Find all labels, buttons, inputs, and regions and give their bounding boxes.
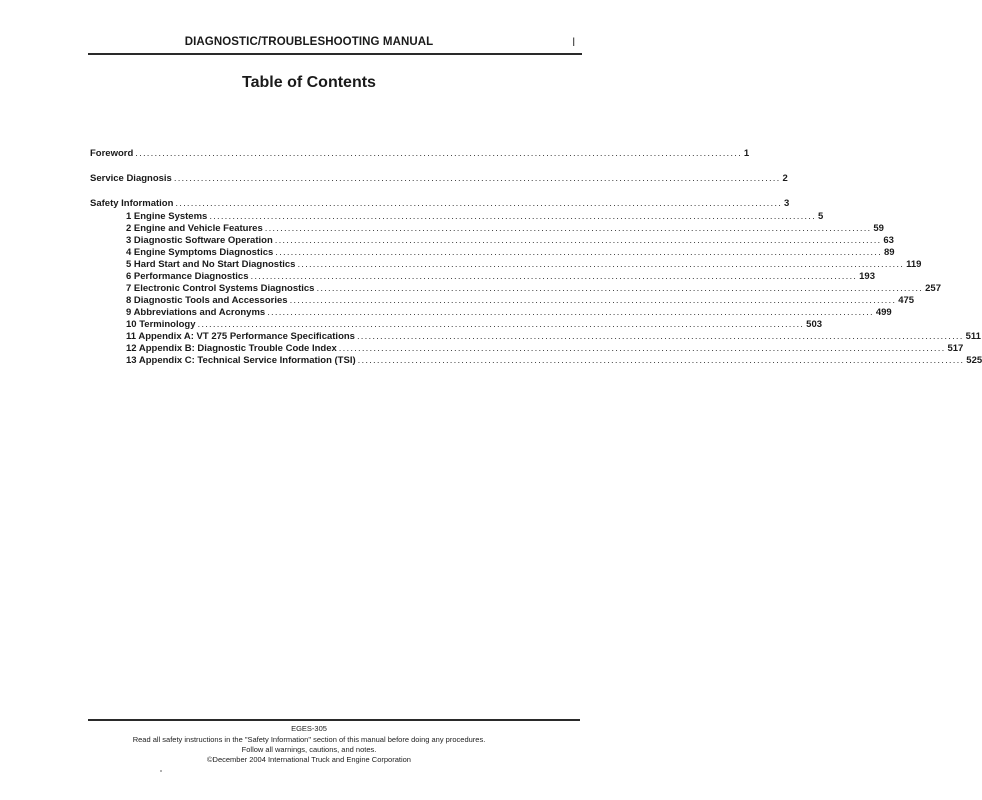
- toc-entry-label: Safety Information: [90, 198, 174, 209]
- dot-leader: ..............................................................................................................................................................: [356, 331, 964, 342]
- toc-entry-page: 89: [883, 247, 895, 258]
- toc-entry-page: 517: [947, 343, 964, 354]
- footer-divider: [88, 719, 580, 721]
- toc-entry-label: 2 Engine and Vehicle Features: [126, 223, 263, 234]
- toc-entry-label: 8 Diagnostic Tools and Accessories: [126, 295, 288, 306]
- toc-entry-page: 511: [965, 331, 981, 342]
- toc-entry-label: Service Diagnosis: [90, 173, 172, 184]
- header-divider: [88, 53, 582, 55]
- footer-copyright: ©December 2004 International Truck and Engine Corporation: [207, 755, 411, 764]
- toc-entry-label: 5 Hard Start and No Start Diagnostics: [126, 259, 296, 270]
- toc-entry-label: 6 Performance Diagnostics: [126, 271, 249, 282]
- toc-entry-label: 13 Appendix C: Technical Service Information (TSI): [126, 355, 356, 366]
- toc-entry-label: 4 Engine Symptoms Diagnostics: [126, 247, 274, 258]
- toc-entry-page: 525: [966, 355, 982, 366]
- dot-leader: ..............................................................................................................................................................: [209, 211, 816, 222]
- toc-entry-label: 9 Abbreviations and Acronyms: [126, 307, 266, 318]
- toc-entry-page: 5: [817, 211, 824, 222]
- toc-entry-page: 119: [906, 259, 922, 270]
- toc-entry-service-diagnosis: [90, 172, 788, 185]
- toc-entry-label: 7 Electronic Control Systems Diagnostics: [126, 283, 315, 294]
- dot-leader: ..............................................................................................................................................................: [357, 355, 965, 366]
- toc-entry-foreword: [90, 147, 750, 160]
- dot-leader: ..............................................................................................................................................................: [175, 198, 783, 209]
- toc-entry-page: 63: [883, 235, 894, 246]
- page-title: Table of Contents: [242, 74, 376, 91]
- toc-entry-safety-information: [90, 197, 790, 210]
- toc-entry-page: 499: [875, 307, 892, 318]
- dot-leader: ..............................................................................................................................................................: [338, 343, 946, 354]
- dot-leader: ..............................................................................................................................................................: [289, 295, 897, 306]
- footer-doc-number: EGES-305: [291, 724, 327, 733]
- dot-leader: ..............................................................................................................................................................: [316, 283, 924, 294]
- toc-entry-page: 59: [873, 223, 884, 234]
- dot-leader: ..............................................................................................................................................................: [135, 148, 742, 159]
- toc-entry-label: 3 Diagnostic Software Operation: [126, 235, 273, 246]
- footer-warnings-note: Follow all warnings, cautions, and notes.: [241, 745, 377, 754]
- toc-entry-page: 1: [743, 148, 750, 159]
- dot-leader: ..............................................................................................................................................................: [197, 319, 805, 330]
- toc-entry-page: 503: [806, 319, 823, 330]
- dot-leader: ..............................................................................................................................................................: [275, 247, 882, 258]
- dot-leader: ..............................................................................................................................................................: [297, 259, 905, 270]
- toc-entry-label: 10 Terminology: [126, 319, 196, 330]
- header-page-numeral: I: [572, 35, 576, 49]
- toc-entry-page: 257: [925, 283, 941, 294]
- toc-entry-page: 2: [782, 173, 788, 184]
- toc-section-13: [126, 354, 982, 367]
- dot-leader: ..............................................................................................................................................................: [250, 271, 858, 282]
- toc-entry-label: 12 Appendix B: Diagnostic Trouble Code Index: [126, 343, 337, 354]
- toc-entry-label: 11 Appendix A: VT 275 Performance Specifications: [126, 331, 355, 342]
- dot-leader: ..............................................................................................................................................................: [264, 223, 872, 234]
- toc-entry-label: 1 Engine Systems: [126, 211, 208, 222]
- toc-entry-label: Foreword: [90, 148, 134, 159]
- dot-leader: ..............................................................................................................................................................: [274, 235, 882, 246]
- dot-leader: ..............................................................................................................................................................: [267, 307, 874, 318]
- dot-leader: ..............................................................................................................................................................: [173, 173, 781, 184]
- toc-entry-page: 193: [859, 271, 875, 282]
- scan-speck: [160, 770, 162, 772]
- toc-entry-page: 475: [898, 295, 915, 306]
- footer-safety-note: Read all safety instructions in the "Safety Information" section of this manual before doing any procedures.: [132, 735, 486, 744]
- toc-entry-page: 3: [784, 198, 790, 209]
- manual-header-title: DIAGNOSTIC/TROUBLESHOOTING MANUAL: [184, 36, 434, 48]
